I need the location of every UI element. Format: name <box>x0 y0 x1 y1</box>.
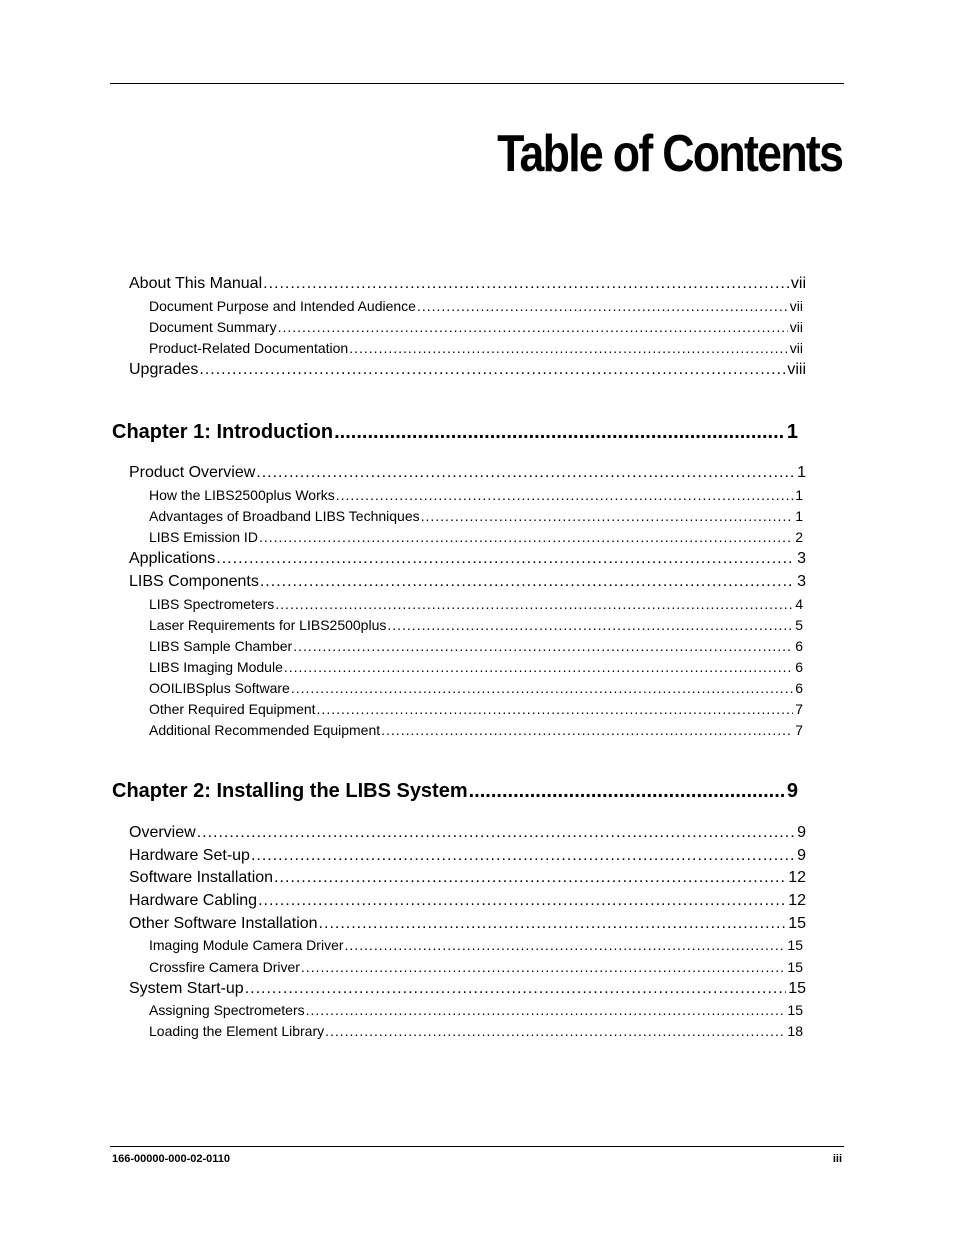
toc-entry[interactable] <box>149 340 803 356</box>
dot-leader <box>317 701 794 717</box>
toc-entry-page: 7 <box>795 701 803 717</box>
toc-entry-page: vii <box>790 275 806 292</box>
toc-entry-label: OOILIBSplus Software <box>149 680 290 696</box>
toc-entry-page: 18 <box>787 1023 803 1039</box>
dot-leader <box>260 573 795 591</box>
toc-entry[interactable] <box>149 487 803 503</box>
toc-entry-page: 12 <box>788 892 806 909</box>
toc-entry-page: 1 <box>797 464 806 481</box>
toc-entry-label: Document Purpose and Intended Audience <box>149 298 416 314</box>
toc-entry[interactable] <box>149 959 803 975</box>
toc-entry-page: 15 <box>787 959 803 975</box>
toc-entry[interactable] <box>149 680 803 696</box>
toc-entry-label: Laser Requirements for LIBS2500plus <box>149 617 387 633</box>
dot-leader <box>306 1002 786 1018</box>
toc-entry-page: 9 <box>797 824 806 841</box>
toc-entry[interactable] <box>129 550 806 568</box>
toc-entry-label: Hardware Set-up <box>129 847 250 864</box>
dot-leader <box>258 892 786 910</box>
page-title: Table of Contents <box>496 125 842 183</box>
toc-entry[interactable] <box>149 319 803 335</box>
toc-entry-label: LIBS Sample Chamber <box>149 638 293 654</box>
toc-entry-page: 4 <box>795 596 803 612</box>
toc-entry-label: Applications <box>129 550 216 567</box>
toc-entry-page: 6 <box>795 680 803 696</box>
dot-leader <box>259 529 793 545</box>
toc-entry-label: Other Required Equipment <box>149 701 316 717</box>
toc-entry[interactable] <box>129 573 806 591</box>
toc-chapter-entry[interactable] <box>112 421 798 444</box>
dot-leader <box>278 319 788 335</box>
dot-leader <box>275 596 793 612</box>
toc-entry-page: 1 <box>795 487 803 503</box>
dot-leader <box>284 659 793 675</box>
toc-entry-page: vii <box>789 319 803 335</box>
toc-entry[interactable] <box>129 980 806 998</box>
dot-leader <box>256 464 795 482</box>
dot-leader <box>197 824 795 842</box>
toc-entry[interactable] <box>129 464 806 482</box>
toc-entry-label: LIBS Components <box>129 573 259 590</box>
dot-leader <box>251 847 795 865</box>
toc-entry-label: Software Installation <box>129 869 274 886</box>
toc-entry[interactable] <box>129 869 806 887</box>
toc-entry-page: 15 <box>787 1002 803 1018</box>
toc-entry-page: 9 <box>797 847 806 864</box>
toc-entry[interactable] <box>129 892 806 910</box>
toc-entry[interactable] <box>149 508 803 524</box>
toc-entry-page: 5 <box>795 617 803 633</box>
dot-leader <box>334 421 785 444</box>
toc-entry[interactable] <box>149 659 803 675</box>
dot-leader <box>245 980 787 998</box>
toc-entry-label: Imaging Module Camera Driver <box>149 937 344 953</box>
toc-entry-page: 15 <box>788 915 806 932</box>
toc-entry[interactable] <box>149 617 803 633</box>
dot-leader <box>274 869 786 887</box>
dot-leader <box>293 638 793 654</box>
dot-leader <box>349 340 788 356</box>
toc-entry-label: Loading the Element Library <box>149 1023 325 1039</box>
toc-entry[interactable] <box>129 275 806 293</box>
toc-entry-label: System Start-up <box>129 980 244 997</box>
toc-entry-page: 15 <box>787 937 803 953</box>
toc-entry-label: Upgrades <box>129 361 199 378</box>
toc-entry-page: 3 <box>797 573 806 590</box>
toc-entry-label: Crossfire Camera Driver <box>149 959 300 975</box>
footer-doc-number: 166-00000-000-02-0110 <box>112 1153 231 1165</box>
dot-leader <box>417 298 788 314</box>
toc-entry[interactable] <box>149 722 803 738</box>
toc-entry-label: How the LIBS2500plus Works <box>149 487 335 503</box>
dot-leader <box>336 487 793 503</box>
toc-entry-page: 7 <box>795 722 803 738</box>
toc-entry-label: Hardware Cabling <box>129 892 258 909</box>
toc-entry-page: 9 <box>786 780 798 802</box>
toc-entry-label: Advantages of Broadband LIBS Techniques <box>149 508 420 524</box>
toc-entry-label: Chapter 2: Installing the LIBS System <box>112 780 468 802</box>
toc-entry-label: Product-Related Documentation <box>149 340 349 356</box>
toc-entry-page: viii <box>787 361 806 378</box>
dot-leader <box>421 508 794 524</box>
toc-entry-page: 1 <box>786 421 798 443</box>
toc-entry-label: About This Manual <box>129 275 263 292</box>
toc-entry-label: Overview <box>129 824 196 841</box>
toc-chapter-entry[interactable] <box>112 780 798 803</box>
toc-entry-page: vii <box>789 298 803 314</box>
toc-entry-page: 2 <box>795 529 803 545</box>
toc-entry-label: LIBS Spectrometers <box>149 596 275 612</box>
dot-leader <box>325 1023 785 1039</box>
dot-leader <box>216 550 795 568</box>
toc-entry[interactable] <box>129 824 806 842</box>
toc-entry-page: 3 <box>797 550 806 567</box>
toc-entry[interactable] <box>149 701 803 717</box>
toc-entry-page: 12 <box>788 869 806 886</box>
toc-entry[interactable] <box>129 915 806 933</box>
toc-entry-label: Product Overview <box>129 464 256 481</box>
toc-entry-label: Document Summary <box>149 319 277 335</box>
toc-entry-page: vii <box>789 340 803 356</box>
toc-entry[interactable] <box>149 596 803 612</box>
toc-entry-label: LIBS Emission ID <box>149 529 258 545</box>
toc-entry-label: Assigning Spectrometers <box>149 1002 305 1018</box>
dot-leader <box>319 915 787 933</box>
dot-leader <box>345 937 786 953</box>
toc-entry-page: 1 <box>795 508 803 524</box>
dot-leader <box>199 361 785 379</box>
dot-leader <box>469 780 785 803</box>
toc-entry[interactable] <box>149 1023 803 1039</box>
toc-entry-label: Additional Recommended Equipment <box>149 722 381 738</box>
toc-entry[interactable] <box>149 529 803 545</box>
toc-entry[interactable] <box>149 937 803 953</box>
toc-entry[interactable] <box>149 638 803 654</box>
toc-entry-label: Chapter 1: Introduction <box>112 421 334 443</box>
footer-page-number: iii <box>832 1153 842 1165</box>
toc-entry[interactable] <box>149 298 803 314</box>
footer-rule <box>110 1146 844 1147</box>
dot-leader <box>387 617 793 633</box>
toc-entry-page: 15 <box>788 980 806 997</box>
dot-leader <box>291 680 793 696</box>
toc-entry[interactable] <box>149 1002 803 1018</box>
dot-leader <box>263 275 789 293</box>
dot-leader <box>381 722 793 738</box>
toc-entry-page: 6 <box>795 659 803 675</box>
toc-entry-page: 6 <box>795 638 803 654</box>
toc-entry-label: Other Software Installation <box>129 915 318 932</box>
toc-entry[interactable] <box>129 361 806 379</box>
dot-leader <box>301 959 786 975</box>
toc-entry-label: LIBS Imaging Module <box>149 659 283 675</box>
toc-entry[interactable] <box>129 847 806 865</box>
